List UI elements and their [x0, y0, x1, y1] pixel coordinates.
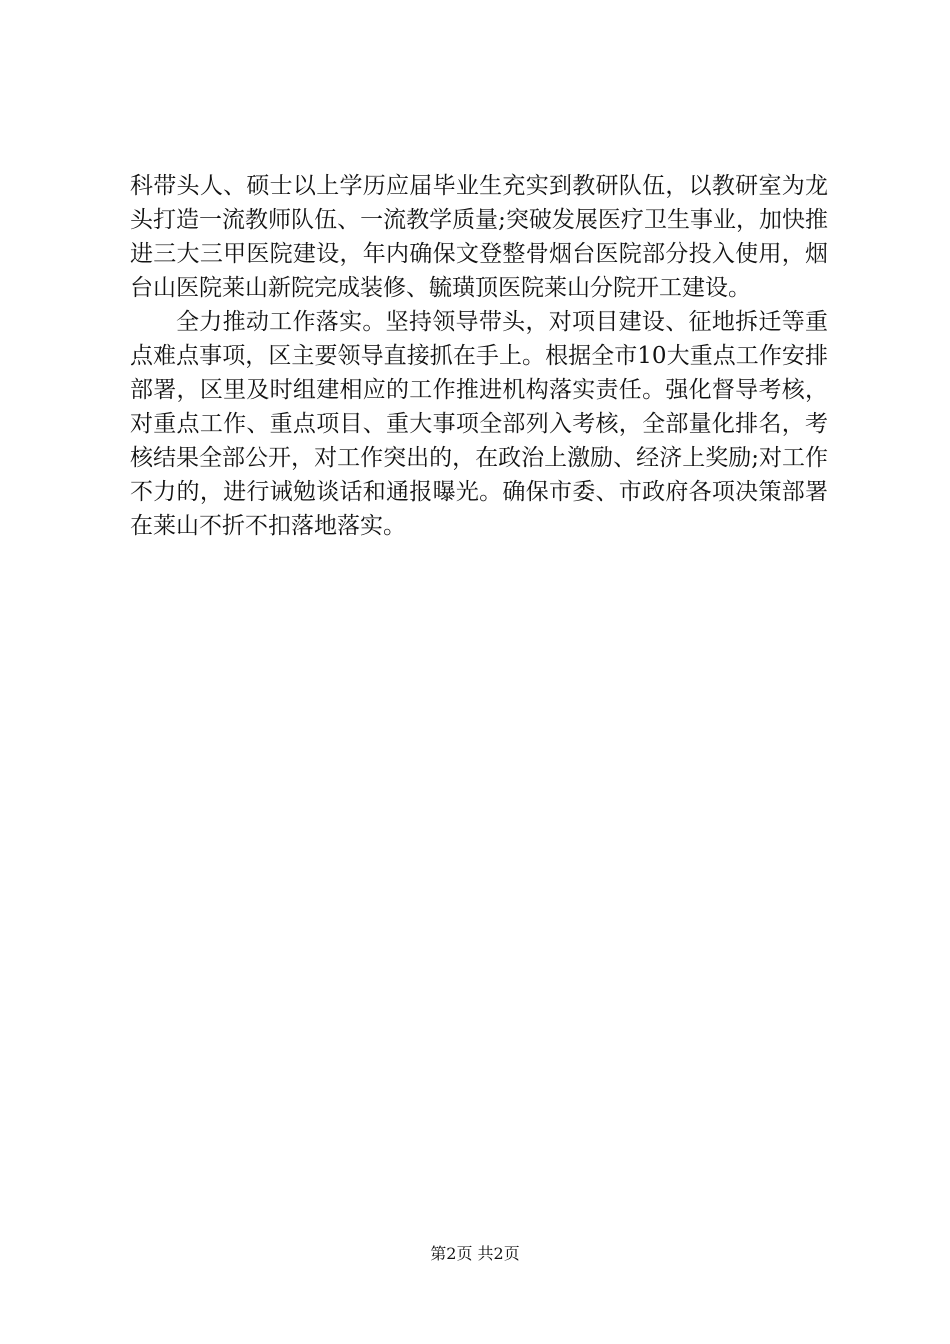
paragraph-1: 科带头人、硕士以上学历应届毕业生充实到教研队伍，以教研室为龙头打造一流教师队伍、一流教学质量;突破发展医疗卫生事业，加快推进三大三甲医院建设，年内确保文登整骨烟台医院部分投入使用，烟台山医院莱山新院完成装修、毓璜顶医院莱山分院开工建设。 — [130, 173, 828, 301]
page-footer: 第2页 共2页 — [430, 1244, 520, 1263]
paragraph-2: 全力推动工作落实。坚持领导带头，对项目建设、征地拆迁等重点难点事项，区主要领导直接抓在手上。根据全市10大重点工作安排部署，区里及时组建相应的工作推进机构落实责任。强化督导考核，对重点工作、重点项目、重大事项全部列入考核，全部量化排名，考核结果全部公开，对工作突出的，在政治上激励、经济上奖励;对工作不力的，进行诫勉谈话和通报曝光。确保市委、市政府各项决策部署在莱山不折不扣落地落实。 — [130, 309, 828, 539]
document-body — [130, 169, 828, 543]
